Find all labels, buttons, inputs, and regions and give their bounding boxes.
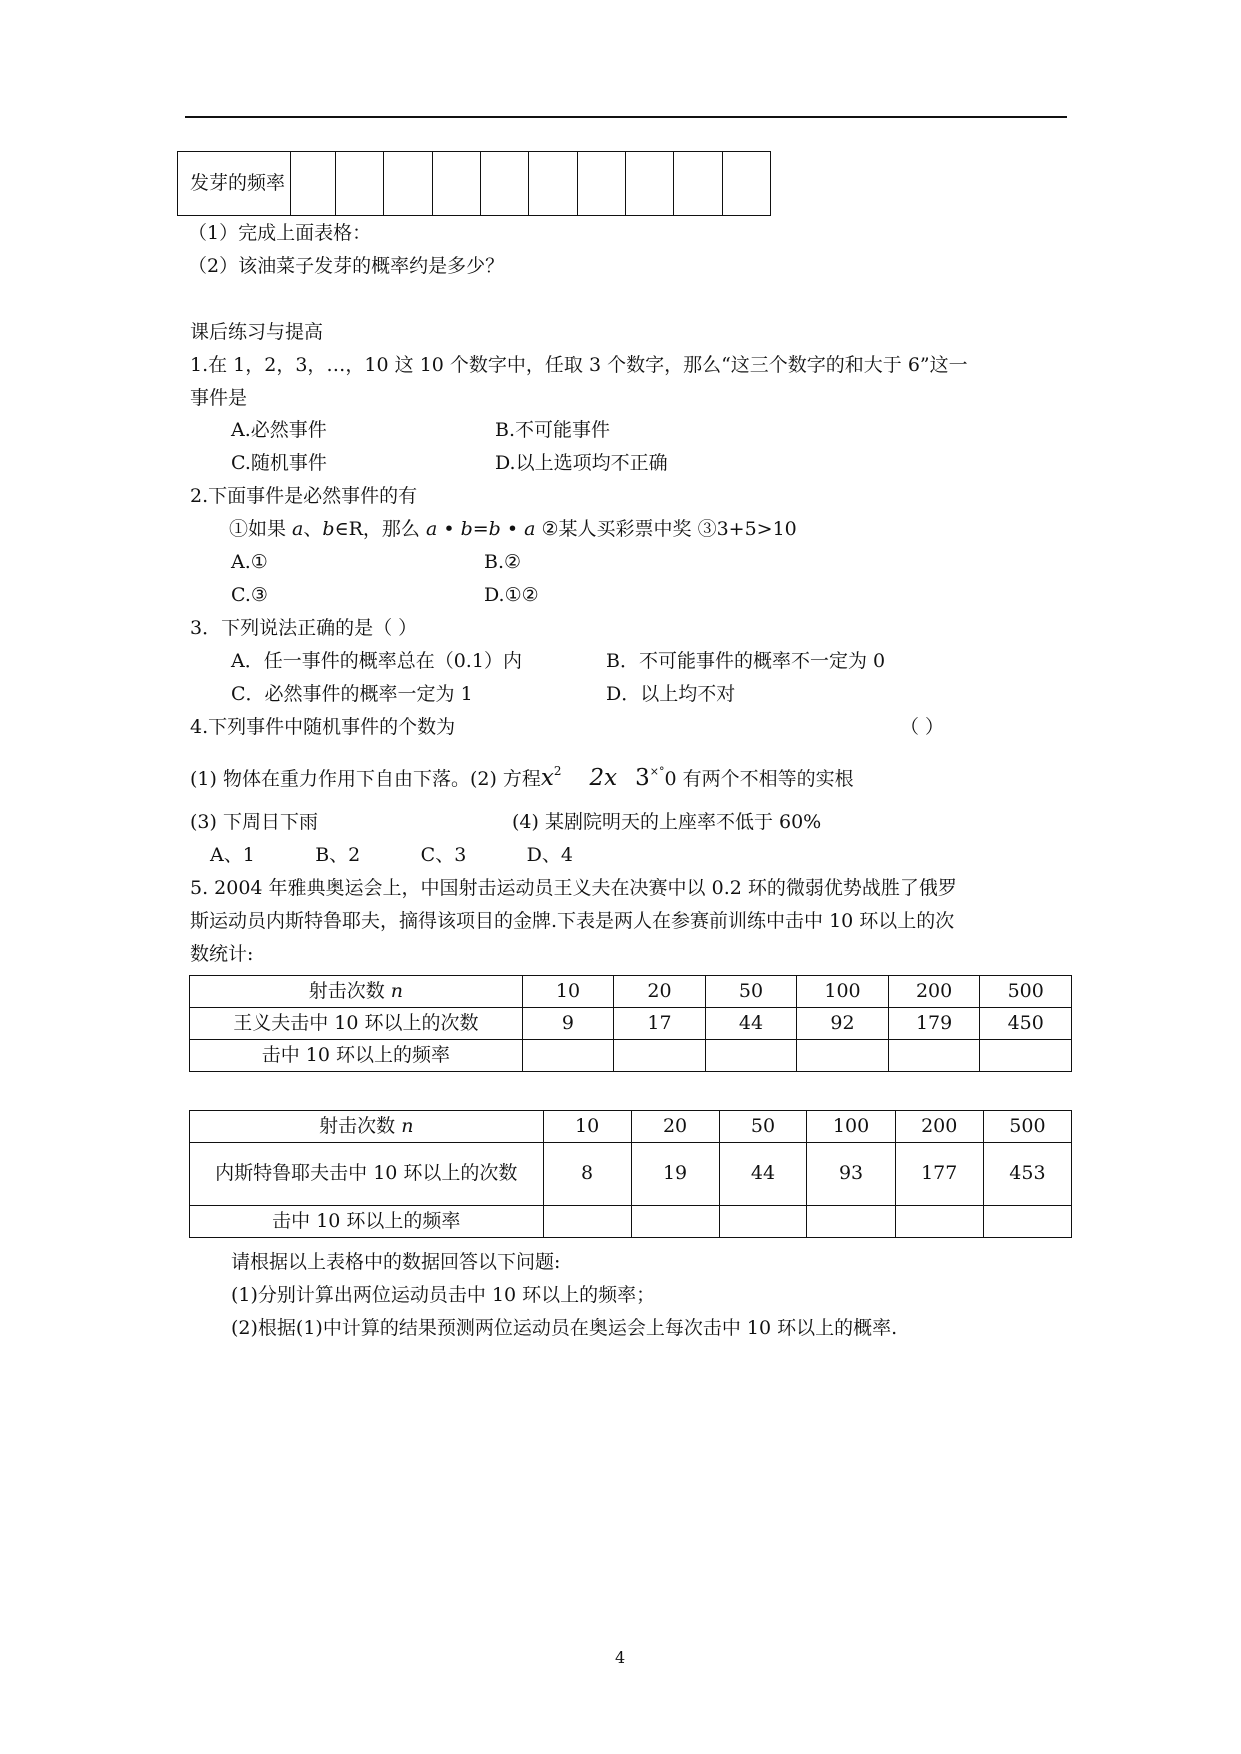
q3-option-d: D．以上均不对 (606, 683, 736, 705)
q5-stem-line2: 斯运动员内斯特鲁耶夫，摘得该项目的金牌.下表是两人在参赛前训练中击中 10 环以上的次 (190, 910, 955, 932)
header-label: 射击次数 n (190, 1111, 544, 1143)
answer-intro: 请根据以上表格中的数据回答以下问题: (231, 1251, 561, 1273)
q4-stem: 4.下列事件中随机事件的个数为 (190, 716, 456, 738)
hits-cell: 17 (614, 1008, 706, 1040)
table-cell (290, 152, 336, 216)
table-row (190, 976, 1072, 1008)
hits-cell: 453 (983, 1143, 1071, 1206)
intro-question-2: （2）该油菜子发芽的概率约是多少？ (188, 255, 505, 277)
q1-stem-line2: 事件是 (190, 387, 248, 409)
hits-cell: 8 (543, 1143, 631, 1206)
wang-yifu-table (189, 975, 1072, 1072)
q2-option-d: D.①② (484, 584, 539, 606)
q1-stem-line1: 1.在 1，2，3，…，10 这 10 个数字中，任取 3 个数字，那么“这三个数字的和大于 6”这一 (190, 354, 968, 376)
hits-cell: 92 (797, 1008, 889, 1040)
count-cell: 500 (983, 1111, 1071, 1143)
row-label: 发芽的频率 (178, 152, 291, 216)
q3-stem: 3．下列说法正确的是（ ） (190, 617, 418, 639)
hits-cell: 177 (895, 1143, 983, 1206)
q1-option-c: C.随机事件 (231, 452, 327, 474)
count-cell: 50 (719, 1111, 807, 1143)
freq-label: 击中 10 环以上的频率 (190, 1040, 523, 1072)
q3-option-a: A．任一事件的概率总在（0.1）内 (231, 650, 522, 672)
q4-options: A、1 B、2 C、3 D、4 (210, 844, 573, 866)
q2-option-a: A.① (231, 551, 268, 573)
table-row (190, 1008, 1072, 1040)
q3-option-c: C．必然事件的概率一定为 1 (231, 683, 473, 705)
count-cell: 20 (614, 976, 706, 1008)
header-label: 射击次数 n (190, 976, 523, 1008)
freq-cell (522, 1040, 614, 1072)
hits-label: 内斯特鲁耶夫击中 10 环以上的次数 (190, 1143, 544, 1206)
q4-items-line1: (1) 物体在重力作用下自由下落。(2) 方程$x^2$ 2x 3×°0 有两个不相等的实根 (190, 764, 854, 791)
count-cell: 100 (797, 976, 889, 1008)
table-cell (722, 152, 770, 216)
freq-cell (543, 1206, 631, 1238)
q1-option-a: A.必然事件 (231, 419, 327, 441)
table-row (190, 1206, 1072, 1238)
q2-option-c: C.③ (231, 584, 268, 606)
table-cell (336, 152, 384, 216)
freq-cell (895, 1206, 983, 1238)
table-cell (384, 152, 432, 216)
freq-cell (719, 1206, 807, 1238)
germination-table (177, 151, 771, 216)
count-cell: 500 (980, 976, 1072, 1008)
q5-stem-line1: 5. 2004 年雅典奥运会上，中国射击运动员王义夫在决赛中以 0.2 环的微弱优势战胜了俄罗 (190, 877, 957, 899)
hits-cell: 44 (719, 1143, 807, 1206)
hits-cell: 9 (522, 1008, 614, 1040)
table-cell (432, 152, 480, 216)
hits-cell: 179 (888, 1008, 980, 1040)
q3-option-b: B．不可能事件的概率不一定为 0 (606, 650, 886, 672)
freq-cell (983, 1206, 1071, 1238)
freq-cell (705, 1040, 797, 1072)
table-cell (577, 152, 625, 216)
count-cell: 200 (895, 1111, 983, 1143)
hits-cell: 93 (807, 1143, 895, 1206)
q4-item-4: (4) 某剧院明天的上座率不低于 60% (512, 811, 822, 833)
header-rule (185, 116, 1067, 118)
nestrujev-table (189, 1110, 1072, 1238)
table-cell (481, 152, 529, 216)
count-cell: 10 (522, 976, 614, 1008)
hits-cell: 450 (980, 1008, 1072, 1040)
page-number: 4 (615, 1648, 626, 1667)
q2-option-b: B.② (484, 551, 522, 573)
q1-option-d: D.以上选项均不正确 (495, 452, 668, 474)
table-row (190, 1040, 1072, 1072)
count-cell: 200 (888, 976, 980, 1008)
table-cell (674, 152, 722, 216)
hits-cell: 19 (631, 1143, 719, 1206)
freq-cell (807, 1206, 895, 1238)
q2-stem: 2.下面事件是必然事件的有 (190, 485, 418, 507)
freq-cell (614, 1040, 706, 1072)
table-row (190, 1111, 1072, 1143)
q1-option-b: B.不可能事件 (495, 419, 611, 441)
count-cell: 10 (543, 1111, 631, 1143)
table-row (190, 1143, 1072, 1206)
q2-items: ①如果 a、b∈R，那么 a • b=b • a ②某人买彩票中奖 ③3+5>10 (229, 518, 797, 540)
table-cell (529, 152, 577, 216)
intro-question-1: （1）完成上面表格： (188, 222, 372, 244)
q5-stem-line3: 数统计: (190, 943, 254, 965)
table-row (178, 152, 771, 216)
count-cell: 50 (705, 976, 797, 1008)
freq-cell (631, 1206, 719, 1238)
freq-cell (980, 1040, 1072, 1072)
section-title: 课后练习与提高 (190, 321, 324, 343)
count-cell: 20 (631, 1111, 719, 1143)
count-cell: 100 (807, 1111, 895, 1143)
table-cell (626, 152, 674, 216)
hits-cell: 44 (705, 1008, 797, 1040)
q4-item-3: (3) 下周日下雨 (190, 811, 318, 833)
freq-cell (797, 1040, 889, 1072)
answer-part-2: (2)根据(1)中计算的结果预测两位运动员在奥运会上每次击中 10 环以上的概率. (231, 1317, 898, 1339)
hits-label: 王义夫击中 10 环以上的次数 (190, 1008, 523, 1040)
answer-part-1: (1)分别计算出两位运动员击中 10 环以上的频率； (231, 1284, 656, 1306)
freq-label: 击中 10 环以上的频率 (190, 1206, 544, 1238)
q4-answer-blank: （ ） (900, 716, 945, 738)
freq-cell (888, 1040, 980, 1072)
